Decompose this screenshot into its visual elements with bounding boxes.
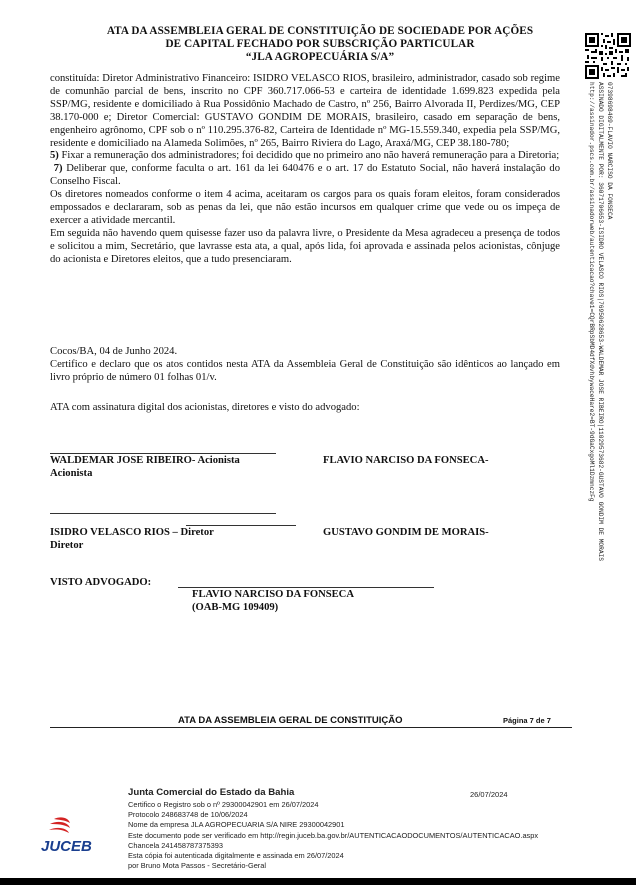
juceb-line-empresa: Nome da empresa JLA AGROPECUARIA S/A NIRE 29300042901 xyxy=(128,820,345,830)
item-7-number: 7) xyxy=(53,163,63,175)
directors-paragraph: constituída: Diretor Administrativo Financeiro: ISIDRO VELASCO RIOS, brasileiro, administrador, casado sob regime de comunhão parcial de bens, inscrito no CPF 360.717.066-53 e carteira de identidade 1.699.823 expedida pela SSP/MG, residente e domiciliado à Rua Possidônio Machado de Castro, nº 256, Bairro Alvorada II, Perdizes/MG, CEP 38.170-000 e; Diretor Comercial: GUSTAVO GONDIM DE MORAIS, brasileiro, casado em separação de bens, engenheiro agrônomo, CPF sob o nº 110.295.376-82, Carteira de Identidade nº MG-15.559.340, expedia pela SSP/MG, residente e domiciliado na Alameda Solimões, nº 265, Bairro Riviera do Lago, Araxá/MG, CEP 38.180-780; xyxy=(50,73,560,149)
certification-text: Certifico e declaro que os atos contidos nesta ATA da Assembleia Geral de Constituição são idênticos ao lançado em livro próprio de número 01 folhas 01/v. xyxy=(50,358,560,383)
header-title-line1: ATA DA ASSEMBLEIA GERAL DE CONSTITUIÇÃO DE SOCIEDADE POR AÇÕES xyxy=(106,25,534,37)
juceb-line-registro: Certifico o Registro sob o nº 29300042901 em 26/07/2024 xyxy=(128,800,319,809)
item-5 xyxy=(50,150,560,163)
place-date: Cocos/BA, 04 de Junho 2024. xyxy=(50,346,178,357)
digital-signature-stamp xyxy=(584,82,632,662)
juceb-line-chancela: Chancela 241458787375393 xyxy=(128,840,223,850)
footer-divider xyxy=(50,727,572,728)
footer-title: ATA DA ASSEMBLEIA GERAL DE CONSTITUIÇÃO xyxy=(178,715,403,726)
signature-waldemar xyxy=(50,455,240,480)
stamp-line-signers: ASSINADO DIGITALMENTE POR: 36071706653-ISIDRO VELASCO RIOS|76950628653-WALDEMAR JOSE RIBEIRO|11029573682-GUSTAVO GONDIM DE MORAIS xyxy=(597,82,604,561)
item-5-text: Fixar a remuneração dos administradores; foi decidido que no primeiro ano não haverá remuneração para a Diretoria; xyxy=(58,150,560,162)
page-number: Página 7 de 7 xyxy=(503,716,551,725)
signature-isidro-name: ISIDRO VELASCO RIOS – Diretor xyxy=(50,527,214,538)
juceb-heading: Junta Comercial do Estado da Bahia xyxy=(128,787,295,798)
signature-line-3 xyxy=(186,525,296,526)
item-7 xyxy=(50,163,560,189)
document-body xyxy=(50,73,560,267)
directors-acceptance-paragraph: Os diretores nomeados conforme o item 4 acima, aceitaram os cargos para os quais foram eleitos, foram considerados empossados e declararam, sob as penas da lei, que não estão incursos em qualquer crime que vede ou os impeça de exercer a atividade mercantil. xyxy=(50,189,560,226)
juceb-line-autenticada: Esta cópia foi autenticada digitalmente e assinada em 26/07/2024 xyxy=(128,851,344,861)
signature-line-1 xyxy=(50,453,276,454)
lawyer-signature xyxy=(192,589,354,614)
closing-paragraph: Em seguida não havendo quem quisesse fazer uso da palavra livre, o Presidente da Mesa agradeceu a presença de todos e solicitou a mim, Secretário, que lavrasse esta ata, a qual, após lida, foi aprovada e assinada pelos acionistas, cônjuge do acionista e Diretores eleitos, que a tudo presenciaram. xyxy=(50,227,560,265)
signature-waldemar-role: Acionista xyxy=(50,467,93,479)
lawyer-name: FLAVIO NARCISO DA FONSECA xyxy=(192,589,354,600)
certification-block xyxy=(50,346,560,385)
juceb-line-protocolo: Protocolo 248683748 de 10/06/2024 xyxy=(128,810,248,820)
juceb-authentication xyxy=(128,787,538,871)
signature-flavio: FLAVIO NARCISO DA FONSECA- xyxy=(323,455,489,466)
stamp-line-signer-flavio: 07398698469-FLAVIO NARCISO DA FONSECA xyxy=(606,82,613,220)
visto-advogado-line xyxy=(178,587,434,588)
signature-waldemar-name: WALDEMAR JOSE RIBEIRO- Acionista xyxy=(50,455,240,466)
juceb-line-verificacao: Este documento pode ser verificado em http://regin.juceb.ba.gov.br/AUTENTICACAODOCUMENTOS/AUTENTICACAO.aspx xyxy=(128,830,539,840)
item-7-text: Deliberar que, conforme faculta o art. 161 da lei 640476 e o art. 17 do Estatuto Social, não haverá instalação do Conselho Fiscal. xyxy=(50,163,560,188)
juceb-logo-icon xyxy=(40,815,115,855)
juceb-logo-text: JUCEB xyxy=(41,838,92,855)
signature-gustavo: GUSTAVO GONDIM DE MORAIS- xyxy=(323,527,489,538)
item-5-number: 5) xyxy=(50,150,59,162)
juceb-date: 26/07/2024 xyxy=(470,790,508,799)
page-bottom-bar xyxy=(0,878,636,885)
signature-line-2 xyxy=(50,513,276,514)
signature-intro: ATA com assinatura digital dos acionistas, diretores e visto do advogado: xyxy=(50,402,360,413)
stamp-line-url: http://assinador.pscs.com.br/assinadorweb/autenticacao?chave1=CQrBRpSbMD4dfXdvhbywaceHare2=BT-9dGaCxgoMl1DzmnczFg xyxy=(588,82,595,502)
qr-code-icon xyxy=(585,33,631,79)
header-title-line3: “JLA AGROPECUÁRIA S/A” xyxy=(245,51,395,63)
signature-isidro-role: Diretor xyxy=(50,539,84,551)
visto-advogado-label: VISTO ADVOGADO: xyxy=(50,577,152,588)
lawyer-oab: (OAB-MG 109409) xyxy=(192,601,279,613)
juceb-line-secretario: por Bruno Mota Passos - Secretário-Geral xyxy=(128,861,267,871)
signature-isidro xyxy=(50,527,214,552)
header-title-line2: DE CAPITAL FECHADO POR SUBSCRIÇÃO PARTICULAR xyxy=(165,38,475,50)
